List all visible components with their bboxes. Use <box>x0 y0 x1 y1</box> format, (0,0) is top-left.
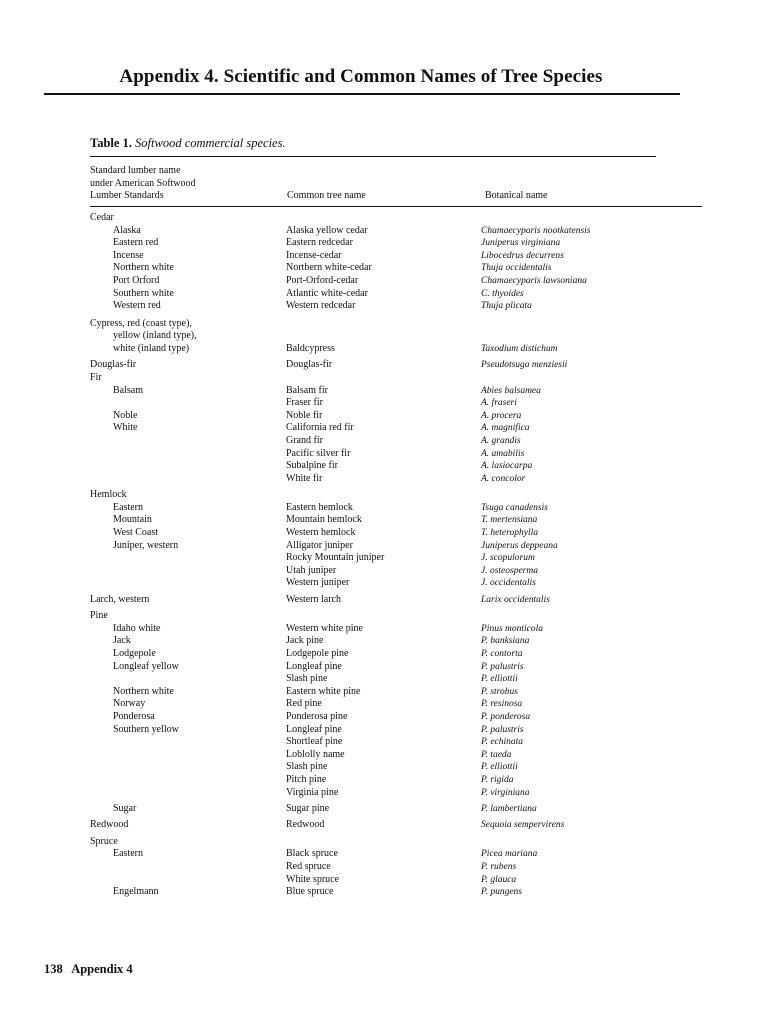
botanical-name-cell: Tsuga canadensis <box>481 502 548 513</box>
page-footer <box>44 962 133 977</box>
table-row <box>0 577 768 590</box>
lumber-name-cell: Southern white <box>113 287 174 299</box>
common-name-cell: Longleaf pine <box>286 723 342 735</box>
lumber-name-cell: Fir <box>90 372 102 384</box>
table-row <box>0 819 768 832</box>
table-row <box>0 803 768 816</box>
common-name-cell: Grand fir <box>286 435 323 447</box>
common-name-cell: Utah juniper <box>286 564 337 576</box>
botanical-name-cell: P. virginiana <box>481 787 530 798</box>
table-row <box>0 422 768 435</box>
table-row <box>0 225 768 238</box>
header-common-name: Common tree name <box>287 190 366 201</box>
table-row <box>0 514 768 527</box>
botanical-name-cell: P. echinata <box>481 737 524 748</box>
common-name-cell: Western hemlock <box>286 527 356 538</box>
table-row <box>0 212 768 225</box>
botanical-name-cell: Taxodium distichum <box>481 344 558 355</box>
botanical-name-cell: C. thyoides <box>481 288 524 299</box>
common-name-cell: Western white pine <box>286 622 363 634</box>
common-name-cell: Pacific silver fir <box>286 447 351 459</box>
botanical-name-cell: J. osteosperma <box>481 565 538 576</box>
common-name-cell: Alligator juniper <box>286 539 353 551</box>
common-name-cell: Longleaf pine <box>286 660 342 672</box>
common-name-cell: Atlantic white-cedar <box>286 287 368 299</box>
botanical-name-cell: A. grandis <box>481 436 521 447</box>
table-row <box>0 698 768 711</box>
lumber-name-cell: Idaho white <box>113 622 161 634</box>
lumber-name-cell: Redwood <box>90 819 129 831</box>
botanical-name-cell: P. elliottii <box>481 674 518 685</box>
common-name-cell: Lodgepole pine <box>286 647 349 659</box>
botanical-name-cell: Juniperus virginiana <box>481 238 561 249</box>
botanical-name-cell: Thuja occidentalis <box>481 263 552 274</box>
table-row <box>0 610 768 623</box>
table-row <box>0 410 768 423</box>
table-row <box>0 300 768 313</box>
botanical-name-cell: P. palustris <box>481 661 524 672</box>
table-header-rule <box>90 206 702 207</box>
page-title: Appendix 4. Scientific and Common Names of Tree Species <box>119 66 603 87</box>
botanical-name-cell: A. fraseri <box>481 398 517 409</box>
botanical-name-cell: Abies balsamea <box>481 385 541 396</box>
table-row <box>0 886 768 899</box>
table-row <box>0 275 768 288</box>
lumber-name-cell: Eastern red <box>113 237 159 249</box>
botanical-name-cell: P. palustris <box>481 724 524 735</box>
table-row <box>0 385 768 398</box>
common-name-cell: Jack pine <box>286 635 324 647</box>
table-row <box>0 540 768 553</box>
botanical-name-cell: A. magnifica <box>481 423 530 434</box>
lumber-name-cell: Balsam <box>113 384 143 396</box>
botanical-name-cell: P. pungens <box>481 887 522 898</box>
table-row <box>0 448 768 461</box>
table-row <box>0 288 768 301</box>
table-row <box>0 861 768 874</box>
common-name-cell: Virginia pine <box>286 786 339 798</box>
common-name-cell: Red pine <box>286 698 322 710</box>
page-number: 138 <box>44 962 63 976</box>
table-row <box>0 724 768 737</box>
table-row <box>0 435 768 448</box>
botanical-name-cell: Picea mariana <box>481 849 538 860</box>
botanical-name-cell: P. rigida <box>481 774 514 785</box>
common-name-cell: Slash pine <box>286 673 328 685</box>
common-name-cell: Mountain hemlock <box>286 514 362 526</box>
table-row <box>0 736 768 749</box>
lumber-name-cell: Incense <box>113 249 144 261</box>
botanical-name-cell: P. resinosa <box>481 699 523 710</box>
table-row <box>0 761 768 774</box>
common-name-cell: Western redcedar <box>286 300 356 312</box>
common-name-cell: Baldcypress <box>286 343 335 355</box>
lumber-name-cell: Engelmann <box>113 886 159 898</box>
lumber-name-cell: Noble <box>113 409 138 421</box>
common-name-cell: Balsam fir <box>286 384 328 396</box>
lumber-name-cell: Eastern <box>113 501 143 513</box>
table-row <box>0 848 768 861</box>
table-row <box>0 262 768 275</box>
botanical-name-cell: A. lasiocarpa <box>481 461 533 472</box>
common-name-cell: White fir <box>286 472 323 484</box>
botanical-name-cell: P. ponderosa <box>481 711 531 722</box>
common-name-cell: Subalpine fir <box>286 460 338 472</box>
header-lumber-line: Standard lumber name <box>90 165 181 176</box>
botanical-name-cell: P. rubens <box>481 861 517 872</box>
table-caption <box>90 136 286 151</box>
common-name-cell: Loblolly name <box>286 748 345 760</box>
common-name-cell: Shortleaf pine <box>286 736 343 748</box>
botanical-name-cell: T. heterophylla <box>481 528 538 538</box>
table-row <box>0 489 768 502</box>
table-row <box>0 359 768 372</box>
common-name-cell: California red fir <box>286 422 354 434</box>
common-name-cell: Noble fir <box>286 409 323 421</box>
table-row <box>0 318 768 331</box>
table-row <box>0 711 768 724</box>
table-row <box>0 648 768 661</box>
botanical-name-cell: P. banksiana <box>481 636 530 647</box>
botanical-name-cell: Pseudotsuga menziesii <box>481 360 568 371</box>
common-name-cell: Eastern hemlock <box>286 501 353 513</box>
table-row <box>0 473 768 486</box>
table-row <box>0 836 768 849</box>
botanical-name-cell: J. occidentalis <box>481 578 536 589</box>
common-name-cell: Western larch <box>286 593 341 605</box>
botanical-name-cell: P. elliottii <box>481 762 518 773</box>
header-botanical-name: Botanical name <box>485 190 548 201</box>
botanical-name-cell: P. taeda <box>481 749 512 760</box>
lumber-name-cell: white (inland type) <box>113 343 190 355</box>
botanical-name-cell: Chamaecyparis lawsoniana <box>481 276 587 286</box>
table-row <box>0 502 768 515</box>
table-top-rule <box>90 156 656 157</box>
botanical-name-cell: P. lambertiana <box>481 803 537 814</box>
table-row <box>0 237 768 250</box>
table-row <box>0 372 768 385</box>
table-row <box>0 527 768 540</box>
lumber-name-cell: Spruce <box>90 835 118 847</box>
botanical-name-cell: P. strobus <box>481 686 518 697</box>
table-row <box>0 623 768 636</box>
lumber-name-cell: Jack <box>113 635 131 647</box>
common-name-cell: Northern white-cedar <box>286 262 372 274</box>
lumber-name-cell: Cypress, red (coast type), <box>90 317 192 329</box>
footer-label: Appendix 4 <box>71 962 133 976</box>
table-row <box>0 787 768 800</box>
common-name-cell: Slash pine <box>286 761 328 773</box>
common-name-cell: Port-Orford-cedar <box>286 275 359 286</box>
lumber-name-cell: Lodgepole <box>113 647 156 659</box>
botanical-name-cell: Sequoia sempervirens <box>481 820 565 831</box>
header-lumber-line: under American Softwood <box>90 177 196 189</box>
table-caption-text: Softwood commercial species. <box>135 136 286 150</box>
lumber-name-cell: Pine <box>90 610 108 622</box>
table-row <box>0 552 768 565</box>
lumber-name-cell: yellow (inland type), <box>113 330 197 342</box>
table-row <box>0 250 768 263</box>
lumber-name-cell: Alaska <box>113 224 141 236</box>
table-row <box>0 460 768 473</box>
table-row <box>0 565 768 578</box>
common-name-cell: Eastern white pine <box>286 685 361 697</box>
common-name-cell: Incense-cedar <box>286 249 342 261</box>
common-name-cell: Blue spruce <box>286 886 334 898</box>
lumber-name-cell: Southern yellow <box>113 723 179 735</box>
lumber-name-cell: Northern white <box>113 685 174 697</box>
table-row <box>0 343 768 356</box>
common-name-cell: Sugar pine <box>286 802 330 814</box>
lumber-name-cell: Northern white <box>113 262 174 274</box>
botanical-name-cell: P. glauca <box>481 874 517 885</box>
lumber-name-cell: Juniper, western <box>113 539 179 551</box>
botanical-name-cell: A. concolor <box>481 473 526 484</box>
botanical-name-cell: P. contorta <box>481 648 523 659</box>
botanical-name-cell: Pinus monticola <box>481 623 544 634</box>
table-row <box>0 774 768 787</box>
lumber-name-cell: White <box>113 422 138 434</box>
lumber-name-cell: Douglas-fir <box>90 359 137 371</box>
common-name-cell: Pitch pine <box>286 773 327 785</box>
common-name-cell: Fraser fir <box>286 397 323 409</box>
table-row <box>0 749 768 762</box>
table-row <box>0 635 768 648</box>
botanical-name-cell: Juniperus deppeana <box>481 540 558 551</box>
table-row <box>0 686 768 699</box>
title-rule <box>44 93 680 95</box>
table-caption-number: Table 1. <box>90 136 132 150</box>
header-lumber-line: Lumber Standards <box>90 190 164 201</box>
botanical-name-cell: T. mertensiana <box>481 515 538 526</box>
common-name-cell: Rocky Mountain juniper <box>286 552 385 564</box>
common-name-cell: Red spruce <box>286 860 331 872</box>
header-lumber-name <box>90 165 270 203</box>
botanical-name-cell: Chamaecyparis nootkatensis <box>481 225 591 236</box>
table-row <box>0 661 768 674</box>
table-row <box>0 673 768 686</box>
common-name-cell: Douglas-fir <box>286 359 333 371</box>
common-name-cell: Black spruce <box>286 848 338 860</box>
lumber-name-cell: Norway <box>113 698 146 710</box>
common-name-cell: White spruce <box>286 873 340 885</box>
lumber-name-cell: Mountain <box>113 514 152 526</box>
lumber-name-cell: Cedar <box>90 212 114 223</box>
common-name-cell: Redwood <box>286 819 325 831</box>
lumber-name-cell: Sugar <box>113 802 137 814</box>
lumber-name-cell: Eastern <box>113 848 143 860</box>
lumber-name-cell: Longleaf yellow <box>113 660 179 672</box>
common-name-cell: Ponderosa pine <box>286 710 348 722</box>
common-name-cell: Western juniper <box>286 577 350 589</box>
lumber-name-cell: Ponderosa <box>113 710 155 722</box>
common-name-cell: Eastern redcedar <box>286 237 353 249</box>
lumber-name-cell: Western red <box>113 300 161 312</box>
botanical-name-cell: A. amabilis <box>481 448 525 459</box>
table-row <box>0 330 768 343</box>
botanical-name-cell: A. procera <box>481 410 522 421</box>
table-row <box>0 594 768 607</box>
lumber-name-cell: West Coast <box>113 527 159 538</box>
table-row <box>0 397 768 410</box>
botanical-name-cell: Thuja plicata <box>481 301 532 312</box>
common-name-cell: Alaska yellow cedar <box>286 224 368 236</box>
lumber-name-cell: Larch, western <box>90 593 150 605</box>
botanical-name-cell: J. scopulorum <box>481 553 535 564</box>
botanical-name-cell: Larix occidentalis <box>481 594 550 605</box>
lumber-name-cell: Port Orford <box>113 275 160 286</box>
table-row <box>0 874 768 887</box>
lumber-name-cell: Hemlock <box>90 489 127 501</box>
botanical-name-cell: Libocedrus decurrens <box>481 250 564 261</box>
